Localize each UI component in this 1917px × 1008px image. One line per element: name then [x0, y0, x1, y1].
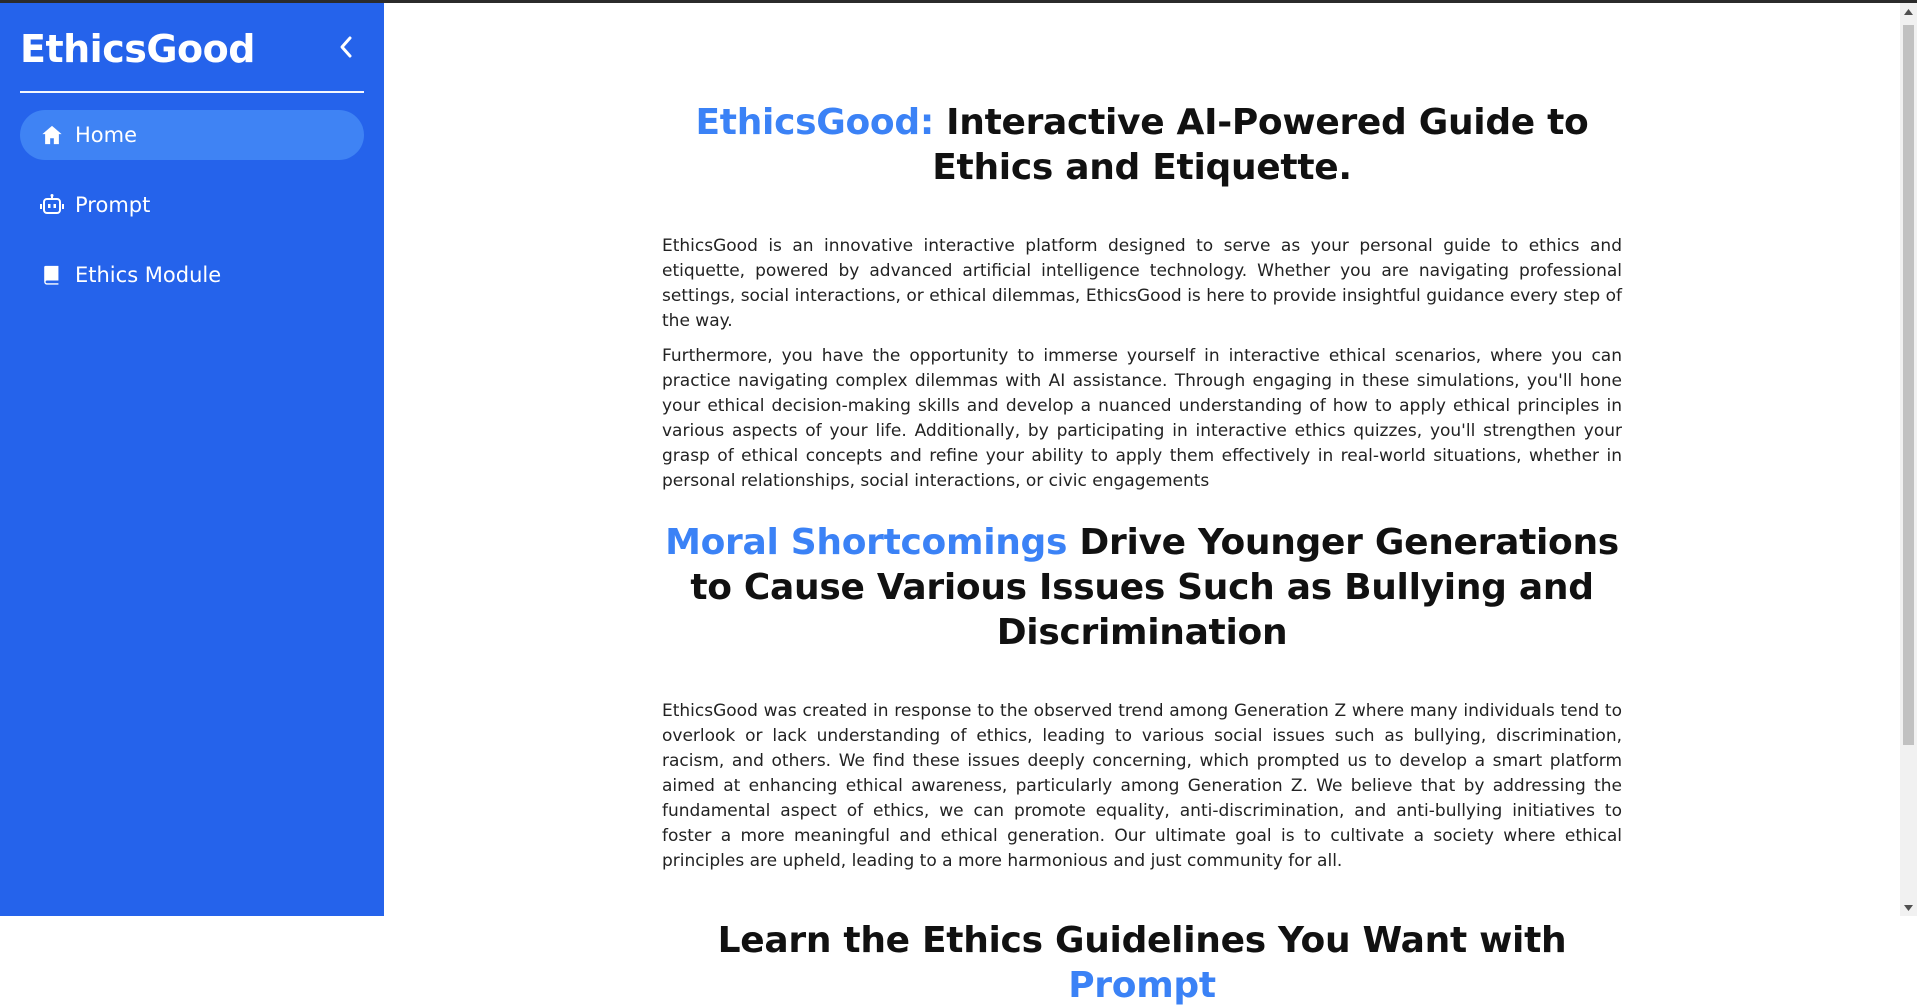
sidebar-item-label: Home [75, 123, 138, 147]
scroll-up-button[interactable] [1900, 3, 1917, 20]
prompt-link[interactable]: Prompt [1068, 965, 1216, 1006]
hero-heading-text: Interactive AI-Powered Guide to Ethics and Etiquette. [932, 102, 1589, 188]
page-scrollbar[interactable] [1900, 3, 1917, 916]
robot-icon [40, 193, 64, 217]
sidebar-item-label: Prompt [75, 193, 151, 217]
main-content [384, 3, 1900, 1006]
content-column [662, 100, 1622, 1008]
scenarios-paragraph: Furthermore, you have the opportunity to immerse yourself in interactive ethical scenarios, where you can practice navigating complex dilemmas with AI assistance. Through engaging in these simulations, you'll hone your ethical decision-making skills and develop a nuanced understanding of how to apply ethical principles in various aspects of your life. Additionally, by participating in interactive ethics quizzes, you'll strengthen your grasp of ethical concepts and refine your ability to apply them effectively in real-world situations, whether in personal relationships, social interactions, or civic engagements [662, 346, 1622, 491]
section-heading-prompt [662, 918, 1622, 1008]
section-heading-moral [662, 520, 1622, 655]
sidebar-nav [20, 110, 364, 320]
section-heading-text: Learn the Ethics Guidelines You Want with [717, 920, 1567, 961]
intro-paragraph: EthicsGood is an innovative interactive platform designed to serve as your personal guide to ethics and etiquette, powered by advanced artificial intelligence technology. Whether you are navigating professional settings, social interactions, or ethical dilemmas, EthicsGood is here to provide insightful guidance every step of the way. [662, 236, 1622, 331]
section-heading-text: Drive Younger Generations to Cause Various Issues Such as Bullying and Discrimination [690, 522, 1619, 653]
sidebar-item-label: Ethics Module [75, 263, 222, 287]
hero-heading [662, 100, 1622, 190]
triangle-down-icon [1904, 905, 1913, 911]
sidebar-item-ethics-module[interactable] [20, 250, 364, 300]
scroll-down-button[interactable] [1900, 899, 1917, 916]
triangle-up-icon [1904, 9, 1913, 15]
brand-logo-text: EthicsGood [20, 27, 255, 71]
chevron-left-icon [338, 35, 354, 59]
book-icon [40, 263, 64, 287]
collapse-sidebar-button[interactable] [328, 27, 364, 67]
sidebar-item-home[interactable] [20, 110, 364, 160]
scrollbar-thumb[interactable] [1903, 25, 1914, 745]
section-heading-accent: Moral Shortcomings [665, 522, 1068, 563]
sidebar-item-prompt[interactable] [20, 180, 364, 230]
sidebar [0, 3, 384, 916]
motivation-paragraph: EthicsGood was created in response to the observed trend among Generation Z where many individuals tend to overlook or lack understanding of ethics, leading to various social issues such as bullying, discrimination, racism, and others. We find these issues deeply concerning, which prompted us to develop a smart platform aimed at enhancing ethical awareness, particularly among Generation Z. We believe that by addressing the fundamental aspect of ethics, we can promote equality, anti-discrimination, and anti-bullying initiatives to foster a more meaningful and ethical generation. Our ultimate goal is to cultivate a society where ethical principles are upheld, leading to a more harmonious and just community for all. [662, 701, 1622, 871]
hero-heading-accent: EthicsGood: [695, 102, 934, 143]
home-icon [40, 123, 64, 147]
sidebar-header [20, 23, 364, 93]
